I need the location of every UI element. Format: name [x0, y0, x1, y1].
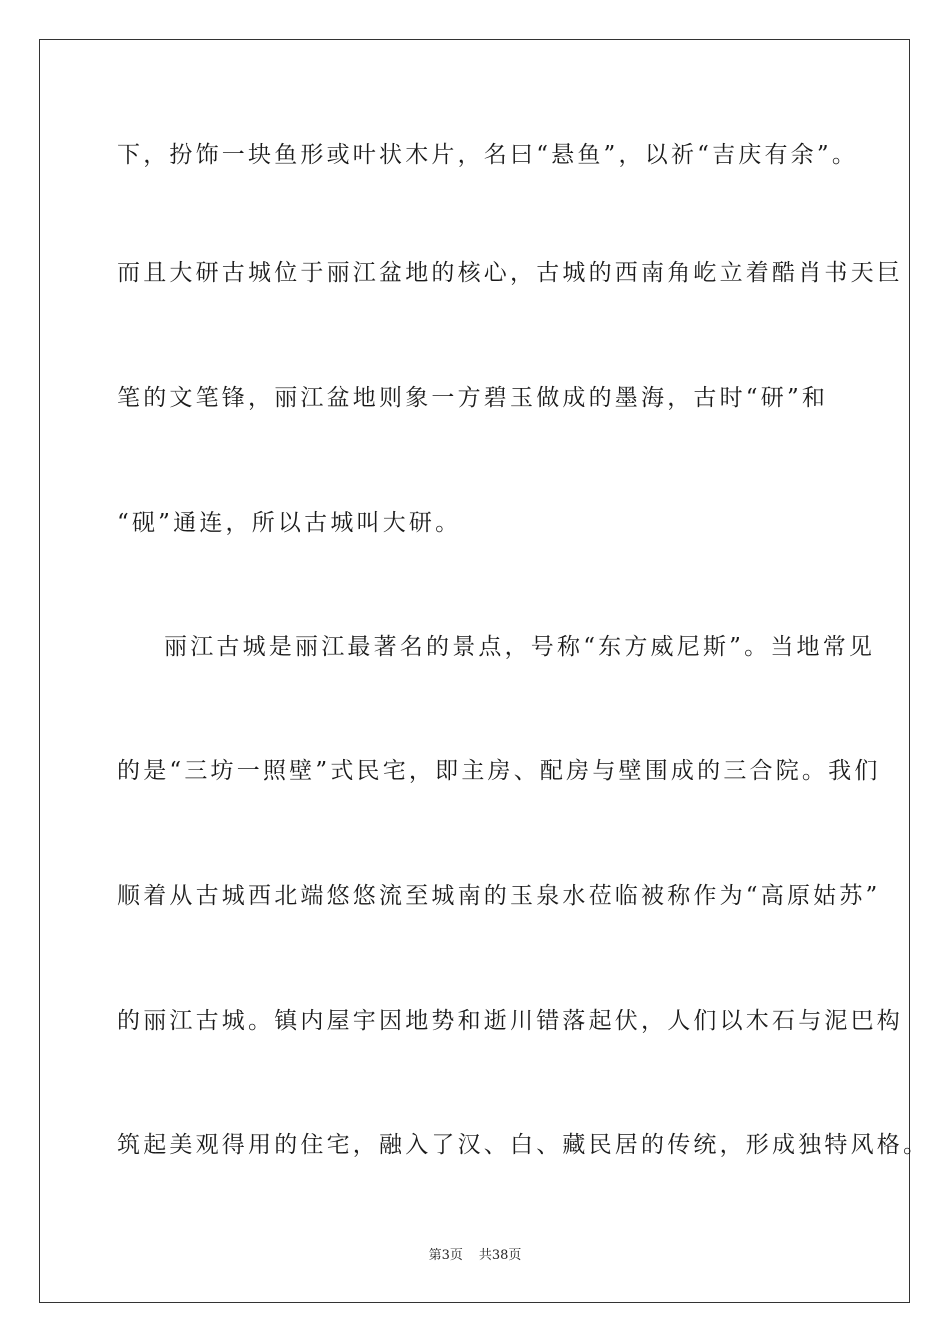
- text-line-9: 筑起美观得用的住宅，融入了汉、白、藏民居的传统，形成独特风格。: [117, 1132, 930, 1158]
- page-border: [39, 39, 910, 1303]
- paragraph-start-line: 丽江古城是丽江最著名的景点，号称“东方威尼斯”。当地常见: [164, 634, 876, 660]
- page-footer: [0, 1248, 950, 1264]
- page-total: 共38页: [478, 1248, 522, 1263]
- text-line-8: 的丽江古城。镇内屋宇因地势和逝川错落起伏，人们以木石与泥巴构: [117, 1008, 903, 1034]
- text-line-4: “砚”通连，所以古城叫大研。: [117, 510, 462, 536]
- text-line-3: 笔的文笔锋，丽江盆地则象一方碧玉做成的墨海，古时“研”和: [117, 385, 829, 411]
- text-line-6: 的是“三坊一照壁”式民宅，即主房、配房与壁围成的三合院。我们: [117, 758, 881, 784]
- page-number: 第3页: [428, 1248, 463, 1263]
- text-line-7: 顺着从古城西北端悠悠流至城南的玉泉水莅临被称作为“高原姑苏”: [117, 883, 881, 909]
- text-line-1: 下，扮饰一块鱼形或叶状木片，名曰“悬鱼”，以祈“吉庆有余”。: [117, 142, 859, 168]
- text-line-2: 而且大研古城位于丽江盆地的核心，古城的西南角屹立着酷肖书天巨: [117, 260, 903, 286]
